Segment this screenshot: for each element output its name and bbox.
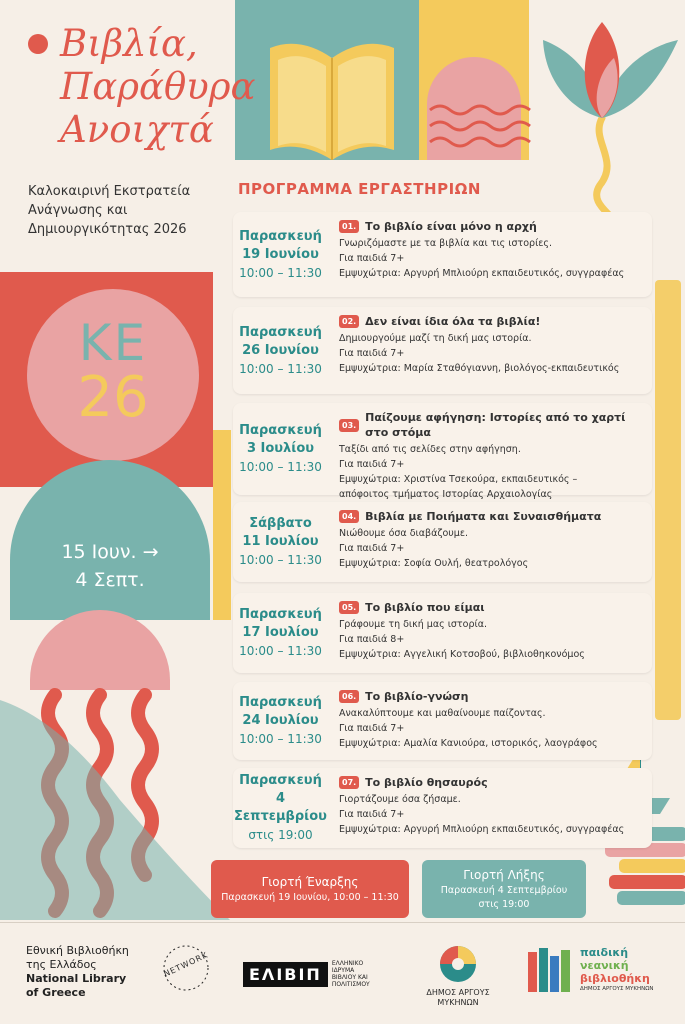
workshop-description: Γιορτάζουμε όσα ζήσαμε. [339, 794, 461, 805]
national-library-logo [26, 944, 156, 1000]
workshop-day: Παρασκευή [239, 773, 322, 788]
workshop-host-line-2: απόφοιτος τμήματος Ιστορίας Αρχαιολογίας [339, 489, 553, 500]
workshop-card [233, 593, 652, 673]
workshop-age: Για παιδιά 7+ [339, 809, 405, 820]
workshop-description: Δημιουργούμε μαζί τη δική μας ιστορία. [339, 333, 532, 344]
closing-event [422, 860, 586, 918]
library-books-icon [526, 946, 574, 994]
subtitle-line-2: Ανάγνωσης και [28, 203, 128, 218]
ke26-badge [27, 314, 199, 430]
workshop-time: 10:00 – 11:30 [239, 553, 322, 567]
workshop-title: Βιβλία με Ποιήματα και Συναισθήματα [365, 510, 602, 523]
workshop-description: Γνωριζόμαστε με τα βιβλία και τις ιστορίες. [339, 238, 553, 249]
lib-line-3: βιβλιοθήκη [580, 972, 650, 985]
workshop-info [339, 314, 646, 376]
workshop-number: 02. [339, 315, 359, 328]
workshop-date [233, 307, 328, 394]
dimos-emblem-icon [438, 944, 478, 984]
page-title [60, 22, 260, 151]
workshop-time: 10:00 – 11:30 [239, 460, 322, 474]
workshop-description: Γράφουμε τη δική μας ιστορία. [339, 619, 487, 630]
period-line-1: 15 Ιουν. → [61, 541, 159, 563]
workshop-time: 10:00 – 11:30 [239, 361, 322, 376]
workshop-number: 03. [339, 419, 359, 432]
workshop-heading [339, 689, 646, 704]
workshop-info [339, 775, 646, 837]
workshop-age: Για παιδιά 8+ [339, 634, 405, 645]
workshop-info [339, 509, 646, 571]
dimos-line-2: ΜΥΚΗΝΩΝ [437, 998, 479, 1007]
opening-event [211, 860, 409, 918]
workshop-date-text: 26 Ιουνίου [242, 342, 319, 358]
campaign-subtitle [28, 182, 228, 239]
workshop-heading [339, 219, 646, 234]
closing-event-name: Γιορτή Λήξης [463, 867, 545, 882]
title-bullet [28, 34, 48, 54]
workshop-info [339, 410, 646, 502]
workshop-date [233, 682, 328, 760]
workshop-heading [339, 314, 646, 329]
workshop-card [233, 403, 652, 500]
subtitle-line-3: Δημιουργικότητας 2026 [28, 222, 187, 237]
workshop-heading [339, 509, 646, 524]
closing-event-date: Παρασκευή 4 Σεπτεμβρίου [440, 884, 568, 896]
elibip-sub-2: ΙΔΡΥΜΑ [331, 967, 355, 974]
workshop-card [233, 212, 652, 297]
elibip-sub-1: ΕΛΛΗΝΙΚΟ [331, 960, 364, 967]
workshop-time: στις 19:00 [248, 828, 313, 842]
workshop-card [233, 768, 652, 848]
workshop-host: Εμψυχώτρια: Αμαλία Κανιούρα, ιστορικός, λαογράφος [339, 738, 598, 749]
workshop-host: Εμψυχώτρια: Αργυρή Μπλιούρη εκπαιδευτικός, συγγραφέας [339, 268, 625, 279]
workshop-day: Παρασκευή [239, 423, 322, 438]
workshop-info [339, 689, 646, 751]
workshop-time: 10:00 – 11:30 [239, 265, 322, 280]
workshop-description: Νιώθουμε όσα διαβάζουμε. [339, 528, 469, 539]
title-line-1: Βιβλία, [60, 22, 198, 65]
workshop-day: Παρασκευή [239, 324, 322, 340]
badge-line-2: 26 [77, 365, 149, 430]
dimos-line-1: ΔΗΜΟΣ ΑΡΓΟΥΣ [426, 988, 490, 997]
lib-line-4: ΔΗΜΟΣ ΑΡΓΟΥΣ ΜΥΚΗΝΩΝ [580, 986, 654, 992]
workshop-title: Το βιβλίο-γνώση [365, 690, 469, 703]
workshop-title: Το βιβλίο θησαυρός [365, 776, 488, 789]
workshop-date-text: 4 Σεπτεμβρίου [234, 791, 327, 824]
children-library-logo [526, 946, 654, 994]
workshop-title: Το βιβλίο είναι μόνο η αρχή [365, 220, 537, 233]
workshop-age: Για παιδιά 7+ [339, 348, 405, 359]
workshop-time: 10:00 – 11:30 [239, 644, 322, 658]
workshop-info [339, 600, 646, 662]
nl-line-3: National Library [26, 972, 127, 985]
elibip-logo [243, 960, 370, 988]
workshop-card [233, 307, 652, 394]
workshop-number: 05. [339, 601, 359, 614]
workshop-date-text: 17 Ιουλίου [242, 625, 319, 640]
workshop-title: Δεν είναι ίδια όλα τα βιβλία! [365, 315, 541, 328]
period-line-2: 4 Σεπτ. [75, 569, 145, 591]
elibip-wordmark: ΕΛΙΒΙΠ [243, 962, 328, 987]
workshop-date-text: 24 Ιουλίου [242, 713, 319, 728]
campaign-period [20, 538, 200, 594]
closing-event-time: στις 19:00 [478, 898, 530, 910]
workshop-date-text: 3 Ιουλίου [246, 441, 315, 456]
nl-line-2: της Ελλάδος [26, 958, 97, 971]
workshop-day: Παρασκευή [239, 695, 322, 710]
dimos-argous-logo [408, 944, 508, 1008]
workshop-age: Για παιδιά 7+ [339, 459, 405, 470]
lib-line-1: παιδική [580, 946, 629, 959]
open-book-illustration [270, 44, 394, 160]
nl-line-4: of Greece [26, 986, 86, 999]
workshop-host: Εμψυχώτρια: Χριστίνα Τσεκούρα, εκπαιδευτικός – [339, 474, 578, 485]
workshop-number: 07. [339, 776, 359, 789]
title-line-2: Παράθυρα [60, 65, 256, 108]
workshop-title: Παίζουμε αφήγηση: Ιστορίες από το χαρτί στο στόμα [365, 411, 626, 439]
elibip-subtitle [332, 960, 370, 988]
workshop-number: 06. [339, 690, 359, 703]
workshop-card [233, 502, 652, 582]
opening-event-name: Γιορτή Έναρξης [261, 874, 359, 889]
lib-line-2: νεανική [580, 959, 629, 972]
workshop-age: Για παιδιά 7+ [339, 253, 405, 264]
badge-line-1: ΚΕ [78, 314, 148, 372]
title-line-3: Ανοιχτά [60, 108, 214, 151]
workshop-heading [339, 410, 646, 440]
workshop-day: Παρασκευή [239, 607, 322, 622]
workshop-number: 04. [339, 510, 359, 523]
footer-divider [0, 922, 685, 923]
tulip-illustration [543, 22, 678, 218]
workshop-host: Εμψυχώτρια: Μαρία Σταθόγιαννη, βιολόγος-εκπαιδευτικός [339, 363, 620, 374]
workshop-title: Το βιβλίο που είμαι [365, 601, 485, 614]
workshop-heading [339, 775, 646, 790]
workshop-date [233, 768, 328, 848]
workshop-date-text: 11 Ιουλίου [242, 534, 319, 549]
workshop-time: 10:00 – 11:30 [239, 732, 322, 746]
nl-line-1: Εθνική Βιβλιοθήκη [26, 944, 129, 957]
workshop-age: Για παιδιά 7+ [339, 543, 405, 554]
workshop-date [233, 502, 328, 582]
workshop-day: Παρασκευή [239, 228, 322, 244]
workshop-card [233, 682, 652, 760]
opening-event-date: Παρασκευή 19 Ιουνίου, 10:00 – 11:30 [221, 891, 399, 903]
workshop-age: Για παιδιά 7+ [339, 723, 405, 734]
workshop-date [233, 403, 328, 495]
workshop-heading [339, 600, 646, 615]
elibip-sub-3: ΒΙΒΛΙΟΥ ΚΑΙ [331, 974, 368, 981]
workshop-host: Εμψυχώτρια: Αργυρή Μπλιούρη εκπαιδευτικός, συγγραφέας [339, 824, 625, 835]
workshop-info [339, 219, 646, 281]
schedule-title: ΠΡΟΓΡΑΜΜΑ ΕΡΓΑΣΤΗΡΙΩΝ [238, 180, 481, 198]
workshop-description: Ταξίδι από τις σελίδες στην αφήγηση. [339, 444, 521, 455]
network-logo [158, 940, 214, 996]
workshop-date [233, 212, 328, 297]
workshop-number: 01. [339, 220, 359, 233]
subtitle-line-1: Καλοκαιρινή Εκστρατεία [28, 184, 191, 199]
workshop-description: Ανακαλύπτουμε και μαθαίνουμε παίζοντας. [339, 708, 546, 719]
network-text: NETWORK [162, 950, 210, 979]
elibip-sub-4: ΠΟΛΙΤΙΣΜΟΥ [331, 981, 370, 988]
workshop-host: Εμψυχώτρια: Σοφία Ουλή, θεατρολόγος [339, 558, 529, 569]
workshop-date [233, 593, 328, 673]
workshop-day: Σάββατο [249, 516, 312, 531]
workshop-date-text: 19 Ιουνίου [242, 246, 319, 262]
workshop-host: Εμψυχώτρια: Αγγελική Κοτσοβού, βιβλιοθηκονόμος [339, 649, 585, 660]
